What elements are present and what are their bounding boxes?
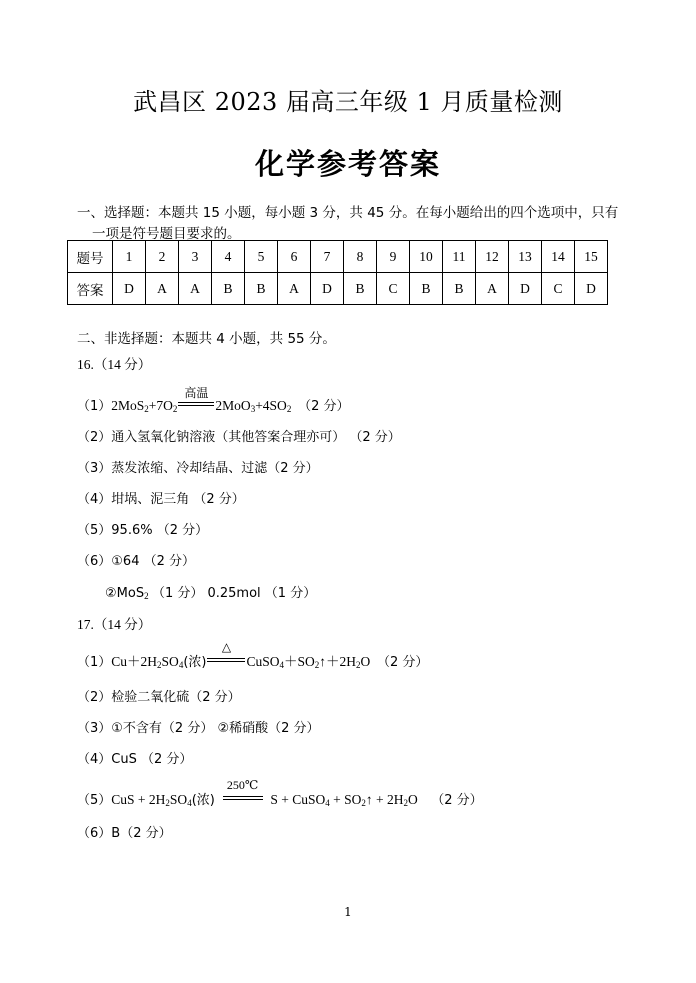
condition-label: 250℃ [226,778,259,792]
formula-part: +7O [148,398,173,413]
table-cell: 3 [179,241,212,273]
table-cell: B [344,273,377,305]
row-label-answer: 答案 [68,273,113,305]
formula-part: SO [161,654,179,669]
section1-heading-cont: 一项是符号题目要求的。 [92,226,241,242]
formula-part: (浓) [191,793,215,808]
table-cell: D [509,273,542,305]
equals-sign [223,796,263,800]
q17-header: 17.（14 分） [77,617,152,632]
answer-number: （1） [77,655,112,670]
condition-label: △ [221,640,232,654]
table-cell: 12 [476,241,509,273]
table-cell: C [377,273,410,305]
reaction-condition [178,386,214,414]
answer-number: （5） [77,793,112,808]
q16-answer-3: （3）蒸发浓缩、冷却结晶、过滤（2 分） [77,461,319,476]
condition-label: 高温 [184,386,209,400]
formula-part: ↑＋2H [319,654,356,669]
q17-answer-5 [77,778,483,808]
subscript: 4 [187,798,192,808]
table-cell: 6 [278,241,311,273]
page-number: 1 [344,905,352,919]
subscript: 2 [144,591,149,601]
subscript: 2 [356,660,361,670]
q17-answer-6: （6）B（2 分） [77,826,172,841]
table-cell: 8 [344,241,377,273]
subscript: 2 [403,798,408,808]
q17-answer-3: （3）①不含有（2 分） ②稀硝酸（2 分） [77,721,320,736]
q16-answer-6: （6）①64 （2 分） [77,554,196,569]
formula-part: CuS + 2H [111,792,166,807]
q17-answer-2: （2）检验二氧化硫（2 分） [77,690,241,705]
equals-sign [207,658,245,662]
equals-sign [178,402,214,406]
table-cell: 13 [509,241,542,273]
table-cell: 1 [113,241,146,273]
formula-part: ↑ + 2H [365,792,404,807]
section2-heading: 二、非选择题：本题共 4 小题，共 55 分。 [77,331,336,347]
table-cell: 15 [575,241,608,273]
formula-part: 2MoS [111,398,145,413]
reaction-condition [223,778,263,808]
table-cell: D [311,273,344,305]
formula-part: SO [169,792,188,807]
table-cell: B [410,273,443,305]
row-label-number: 题号 [68,241,113,273]
subscript: 4 [279,660,284,670]
formula-part: +4SO [255,398,287,413]
table-cell: 7 [311,241,344,273]
formula-part: + SO [329,792,362,807]
table-cell: 10 [410,241,443,273]
subscript: 2 [157,660,162,670]
formula-part: ②MoS [105,586,145,601]
formula-part: Cu＋2H [111,654,158,669]
table-row-numbers [68,241,608,273]
table-cell: 9 [377,241,410,273]
subscript: 3 [250,404,256,414]
subscript: 4 [325,798,330,808]
score: （2 分） [298,399,350,414]
answer-number: （1） [77,399,112,414]
q16-answer-6b [105,582,316,601]
q16-answer-5: （5）95.6% （2 分） [77,523,209,538]
formula-part: O [407,792,418,807]
table-row-answers [68,273,608,305]
subscript: 4 [178,660,184,670]
subscript: 2 [172,404,178,414]
subscript: 2 [144,404,149,414]
subscript: 2 [361,798,366,808]
score: （1 分） 0.25mol （1 分） [151,586,317,601]
subscript: 2 [314,660,320,670]
score: （2 分） [377,655,429,670]
table-cell: D [575,273,608,305]
formula-part: O [360,654,371,669]
table-cell: 14 [542,241,575,273]
formula-part: (浓) [183,655,207,670]
table-cell: A [179,273,212,305]
section1-heading: 一、选择题：本题共 15 小题，每小题 3 分，共 45 分。在每小题给出的四个选项中，只有 [77,205,619,221]
table-cell: B [443,273,476,305]
table-cell: 5 [245,241,278,273]
q16-answer-1 [77,386,350,414]
table-cell: C [542,273,575,305]
table-cell: 11 [443,241,476,273]
subscript: 2 [286,404,292,414]
q17-answer-1 [77,640,429,670]
table-cell: A [278,273,311,305]
table-cell: B [245,273,278,305]
table-cell: 4 [212,241,245,273]
q16-header: 16.（14 分） [77,357,152,372]
table-cell: A [146,273,179,305]
formula-part: CuSO [246,654,280,669]
formula-part: ＋SO [283,654,315,669]
q16-answer-4: （4）坩埚、泥三角 （2 分） [77,492,245,507]
document-title: 武昌区 2023 届高三年级 1 月质量检测 [133,88,563,116]
answer-table [67,240,608,305]
reaction-condition [207,640,245,670]
score: （2 分） [431,793,483,808]
table-cell: A [476,273,509,305]
subscript: 2 [165,798,170,808]
q16-answer-2: （2）通入氢氧化钠溶液（其他答案合理亦可） （2 分） [77,430,401,445]
formula-part: 2MoO [215,398,251,413]
formula-part: S + CuSO [270,792,326,807]
table-cell: 2 [146,241,179,273]
q17-answer-4: （4）CuS （2 分） [77,752,193,767]
table-cell: B [212,273,245,305]
table-cell: D [113,273,146,305]
document-subtitle: 化学参考答案 [254,147,441,181]
